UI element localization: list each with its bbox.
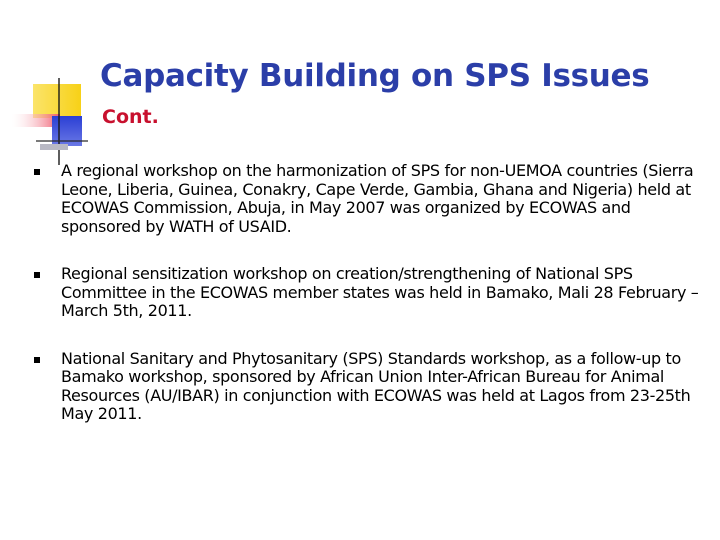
square-bullet-icon xyxy=(34,272,40,278)
square-bullet-icon xyxy=(34,169,40,175)
slide-subtitle: Cont. xyxy=(102,106,159,128)
bullet-text: Regional sensitization workshop on creation/strengthening of National SPS Committee in the ECOWAS member states was held in Bamako, Mali 28 February – March 5th, 2011. xyxy=(61,264,699,320)
slide-title: Capacity Building on SPS Issues xyxy=(100,58,650,94)
logo-small-gray-bar xyxy=(40,144,68,150)
bullet-list xyxy=(34,162,704,424)
bullet-text: National Sanitary and Phytosanitary (SPS) Standards workshop, as a follow-up to Bamako workshop, sponsored by African Union Inter-African Bureau for Animal Resources (AU/IBAR) in conjunction with ECOWAS was held at Lagos from 23-25th May 2011. xyxy=(61,348,691,423)
bullet-item xyxy=(34,162,704,236)
bullet-item xyxy=(34,350,704,424)
square-bullet-icon xyxy=(34,357,40,363)
bullet-text: A regional workshop on the harmonization of SPS for non-UEMOA countries (Sierra Leone, Liberia, Guinea, Conakry, Cape Verde, Gambia, Ghana and Nigeria) held at ECOWAS Commission, Abuja, in May 2007 was organized by ECOWAS and sponsored by WATH of USAID. xyxy=(61,161,694,236)
corner-logo-decoration xyxy=(0,0,100,170)
logo-yellow-square xyxy=(33,84,81,118)
bullet-item xyxy=(34,265,704,321)
